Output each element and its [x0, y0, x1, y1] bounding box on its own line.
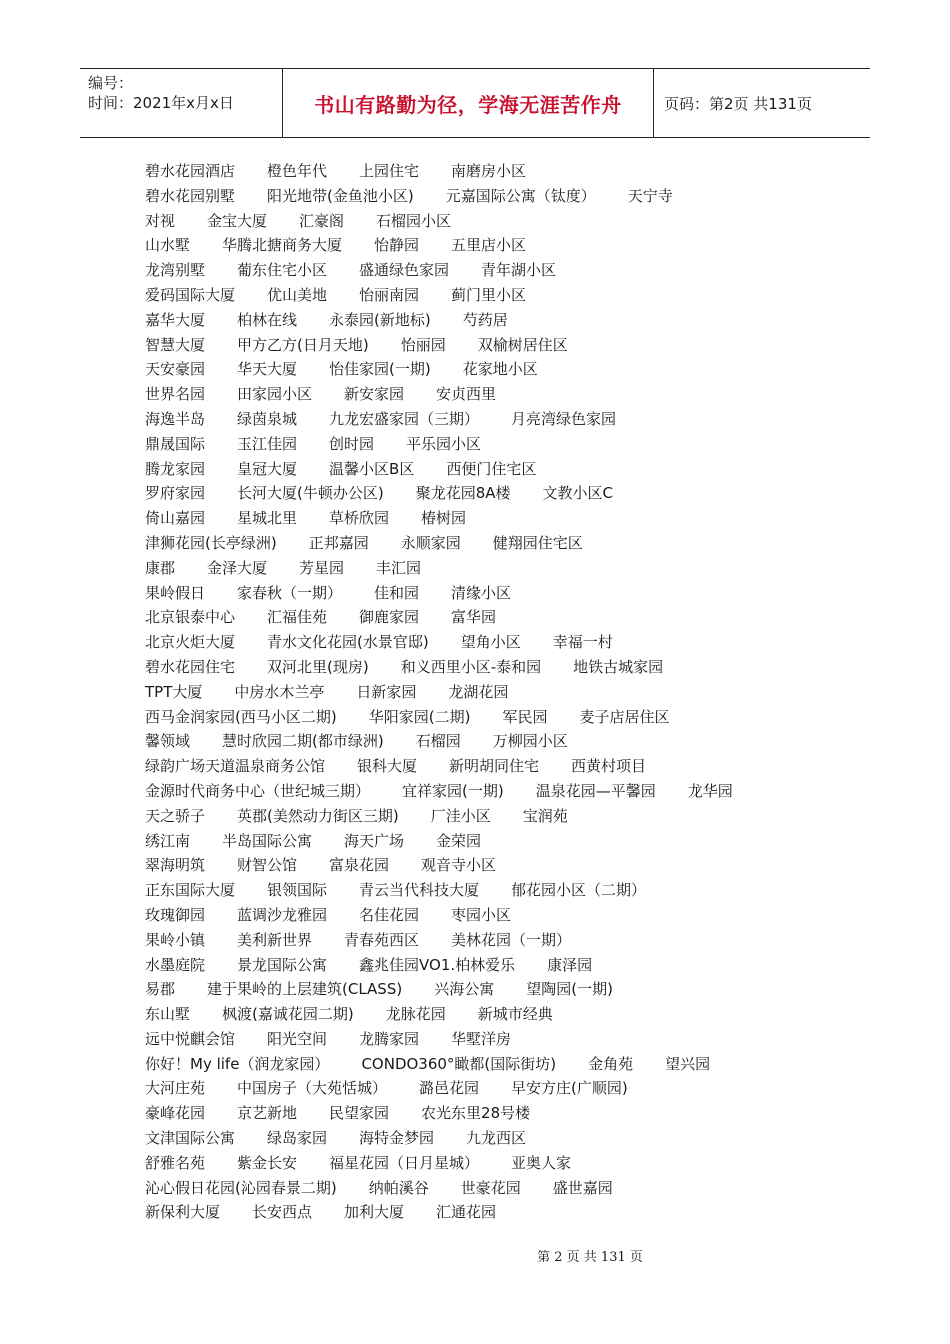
list-line	[145, 333, 865, 358]
list-item: 玫瑰御园	[145, 905, 206, 924]
list-item: 田家园小区	[237, 385, 313, 404]
header-meta	[80, 69, 283, 137]
list-item: 北京火炬大厦	[145, 633, 236, 652]
list-item: 景龙国际公寓	[237, 955, 328, 974]
list-item: 双榆树居住区	[477, 335, 568, 354]
list-item: 日新家园	[356, 682, 417, 701]
list-item: 盛世嘉园	[552, 1178, 613, 1197]
list-line	[145, 729, 865, 754]
list-line	[145, 481, 865, 506]
list-item: 家春秋（一期）	[237, 583, 343, 602]
list-line	[145, 1076, 865, 1101]
list-item: 佳和园	[374, 583, 420, 602]
list-line	[145, 209, 865, 234]
list-item: 阳光地带(金鱼池小区)	[267, 186, 414, 205]
list-line	[145, 630, 865, 655]
list-item: 紫金长安	[237, 1153, 298, 1172]
list-item: 海天广场	[344, 831, 405, 850]
document-date: 时间：2021年x月x日	[88, 94, 234, 112]
list-item: 汇通花园	[436, 1203, 497, 1222]
list-item: 宝润苑	[522, 806, 568, 825]
list-line	[145, 457, 865, 482]
list-line	[145, 382, 865, 407]
list-item: 创时园	[329, 434, 375, 453]
list-line	[145, 233, 865, 258]
list-item: 军民园	[502, 707, 548, 726]
list-item: 龙腾家园	[359, 1029, 420, 1048]
list-item: 玉江佳园	[237, 434, 298, 453]
list-line	[145, 829, 865, 854]
list-item: 沁心假日花园(沁园春景二期)	[145, 1178, 337, 1197]
list-item: 鼎晟国际	[145, 434, 206, 453]
list-item: 观音寺小区	[421, 856, 497, 875]
list-item: 北京银泰中心	[145, 608, 236, 627]
list-line	[145, 258, 865, 283]
list-line	[145, 432, 865, 457]
list-item: 华腾北搪商务大厦	[222, 236, 343, 255]
list-line	[145, 977, 865, 1002]
list-item: 蓝调沙龙雅园	[237, 905, 328, 924]
list-item: 御鹿家园	[359, 608, 420, 627]
list-item: 地铁古城家园	[573, 657, 664, 676]
list-item: 海特金梦园	[359, 1129, 435, 1148]
list-item: 鑫兆佳园VO1.柏林爱乐	[359, 955, 516, 974]
list-item: 豪峰花园	[145, 1104, 206, 1123]
list-item: 文教小区C	[542, 484, 614, 503]
list-line	[145, 953, 865, 978]
list-line	[145, 605, 865, 630]
list-item: 华阳家园(二期)	[368, 707, 471, 726]
list-line	[145, 1200, 865, 1225]
list-line	[145, 1027, 865, 1052]
list-item: 金源时代商务中心（世纪城三期）	[145, 781, 371, 800]
list-item: 华墅洋房	[451, 1029, 512, 1048]
list-item: 青春苑西区	[344, 930, 420, 949]
list-item: 宜祥家园(一期)	[402, 781, 504, 800]
list-item: 新城市经典	[477, 1005, 553, 1024]
list-line	[145, 506, 865, 531]
list-line	[145, 804, 865, 829]
list-item: 天宁寺	[627, 186, 673, 205]
list-item: 怡丽园	[400, 335, 446, 354]
list-item: 永泰园(新地标)	[329, 310, 431, 329]
header-page-info: 页码：第2页 共131页	[664, 94, 812, 113]
list-item: 万柳园小区	[492, 732, 568, 751]
list-item: 康郡	[145, 558, 176, 577]
list-item: 枣园小区	[451, 905, 512, 924]
list-item: 山水墅	[145, 236, 191, 255]
list-item: 石榴园	[415, 732, 461, 751]
list-item: 龙华园	[687, 781, 733, 800]
list-item: 爱码国际大厦	[145, 285, 236, 304]
list-line	[145, 1101, 865, 1126]
list-item: 世豪花园	[460, 1178, 521, 1197]
list-line	[145, 853, 865, 878]
list-line	[145, 581, 865, 606]
list-line	[145, 184, 865, 209]
list-item: 你好！My life（润龙家园）	[145, 1054, 330, 1073]
list-item: 龙脉花园	[385, 1005, 446, 1024]
list-item: 银科大厦	[357, 757, 418, 776]
list-item: 长安西点	[252, 1203, 313, 1222]
list-item: 美利新世界	[237, 930, 313, 949]
list-item: 水墨庭院	[145, 955, 206, 974]
list-item: 中国房子（大苑恬城）	[237, 1079, 388, 1098]
header-motto: 书山有路勤为径，学海无涯苦作舟	[314, 92, 622, 117]
list-item: 西便门住宅区	[446, 459, 537, 478]
list-item: 葡东住宅小区	[237, 261, 328, 280]
list-item: 青水文化花园(水景官邸)	[267, 633, 429, 652]
list-item: 美林花园（一期）	[451, 930, 572, 949]
list-item: 元嘉国际公寓（钛度）	[445, 186, 596, 205]
list-item: 天之骄子	[145, 806, 206, 825]
list-line	[145, 928, 865, 953]
list-item: 甲方乙方(日月天地)	[237, 335, 369, 354]
list-item: 新保利大厦	[145, 1203, 221, 1222]
list-item: 麦子店居住区	[579, 707, 670, 726]
list-item: 橙色年代	[267, 162, 328, 180]
list-item: 温馨小区B区	[329, 459, 415, 478]
list-line	[145, 878, 865, 903]
list-line	[145, 407, 865, 432]
list-item: 果岭假日	[145, 583, 206, 602]
list-item: 世界名园	[145, 385, 206, 404]
list-line	[145, 308, 865, 333]
list-line	[145, 1151, 865, 1176]
list-item: 英郡(美然动力街区三期)	[237, 806, 399, 825]
list-line	[145, 1002, 865, 1027]
list-item: 望角小区	[460, 633, 521, 652]
list-item: 对视	[145, 211, 176, 230]
list-item: 石榴园小区	[376, 211, 452, 230]
list-item: 津狮花园(长亭绿洲)	[145, 533, 277, 552]
list-item: 和义西里小区-泰和园	[400, 657, 542, 676]
list-item: 绿茵泉城	[237, 409, 298, 428]
list-item: 汇豪阁	[299, 211, 345, 230]
list-item: 幸福一村	[552, 633, 613, 652]
list-item: 芍药居	[462, 310, 508, 329]
list-item: 清缘小区	[451, 583, 512, 602]
list-item: 优山美地	[267, 285, 328, 304]
list-item: 西黄村项目	[571, 757, 647, 776]
list-item: 财智公馆	[237, 856, 298, 875]
list-item: 半岛国际公寓	[222, 831, 313, 850]
list-item: 上园住宅	[359, 162, 420, 180]
list-item: 星城北里	[237, 509, 298, 528]
list-item: 望兴园	[665, 1054, 711, 1073]
list-item: CONDO360°瞰都(国际街坊)	[361, 1054, 557, 1073]
list-item: 金泽大厦	[207, 558, 268, 577]
header-motto-cell	[283, 69, 654, 137]
list-item: 海逸半岛	[145, 409, 206, 428]
list-item: 平乐园小区	[406, 434, 482, 453]
list-item: 碧水花园别墅	[145, 186, 236, 205]
list-item: 花家地小区	[462, 360, 538, 379]
list-item: 汇福佳苑	[267, 608, 328, 627]
list-item: 月亮湾绿色家园	[511, 409, 617, 428]
list-line	[145, 680, 865, 705]
list-line	[145, 531, 865, 556]
list-item: 皇冠大厦	[237, 459, 298, 478]
list-line	[145, 159, 865, 184]
list-item: 怡佳家园(一期)	[329, 360, 431, 379]
list-item: 九龙宏盛家园（三期）	[329, 409, 480, 428]
list-item: 绣江南	[145, 831, 191, 850]
list-item: 天安豪园	[145, 360, 206, 379]
list-item: 九龙西区	[466, 1129, 527, 1148]
list-item: 厂洼小区	[430, 806, 491, 825]
list-item: 罗府家园	[145, 484, 206, 503]
list-line	[145, 1176, 865, 1201]
list-item: 健翔园住宅区	[492, 533, 583, 552]
list-item: 盛通绿色家园	[359, 261, 450, 280]
list-item: 草桥欣园	[329, 509, 390, 528]
list-item: 农光东里28号楼	[421, 1104, 531, 1123]
list-item: 亚奥人家	[511, 1153, 572, 1172]
page-header	[80, 68, 870, 138]
residence-list	[145, 159, 865, 1225]
list-item: 慧时欣园二期(都市绿洲)	[222, 732, 384, 751]
list-item: 兴海公寓	[434, 980, 495, 999]
list-item: 东山墅	[145, 1005, 191, 1024]
list-item: 富华园	[451, 608, 497, 627]
list-line	[145, 903, 865, 928]
list-item: 舒雅名苑	[145, 1153, 206, 1172]
list-item: 新安家园	[344, 385, 405, 404]
list-item: 望陶园(一期)	[526, 980, 613, 999]
list-item: 果岭小镇	[145, 930, 206, 949]
list-item: 聚龙花园8A楼	[415, 484, 511, 503]
list-item: TPT大厦	[145, 682, 203, 701]
list-item: 青年湖小区	[481, 261, 557, 280]
list-item: 绿韵广场天道温泉商务公馆	[145, 757, 326, 776]
list-line	[145, 655, 865, 680]
list-item: 嘉华大厦	[145, 310, 206, 329]
list-item: 芳星园	[299, 558, 345, 577]
list-item: 纳帕溪谷	[368, 1178, 429, 1197]
list-line	[145, 283, 865, 308]
list-item: 潞邑花园	[419, 1079, 480, 1098]
list-item: 中房水木兰亭	[234, 682, 325, 701]
list-line	[145, 705, 865, 730]
list-item: 双河北里(现房)	[267, 657, 369, 676]
list-line	[145, 1126, 865, 1151]
list-item: 安贞西里	[436, 385, 497, 404]
list-item: 加利大厦	[344, 1203, 405, 1222]
list-item: 大河庄苑	[145, 1079, 206, 1098]
list-item: 福星花园（日月星城）	[329, 1153, 480, 1172]
list-item: 怡丽南园	[359, 285, 420, 304]
list-item: 金角苑	[588, 1054, 634, 1073]
list-line	[145, 779, 865, 804]
list-item: 远中悦麒会馆	[145, 1029, 236, 1048]
list-line	[145, 357, 865, 382]
list-item: 民望家园	[329, 1104, 390, 1123]
list-item: 枫渡(嘉诚花园二期)	[222, 1005, 354, 1024]
list-item: 新明胡同住宅	[449, 757, 540, 776]
list-item: 西马金润家园(西马小区二期)	[145, 707, 337, 726]
list-item: 蓟门里小区	[451, 285, 527, 304]
list-item: 永顺家园	[400, 533, 461, 552]
list-item: 康泽园	[547, 955, 593, 974]
list-item: 名佳花园	[359, 905, 420, 924]
list-line	[145, 1052, 865, 1077]
list-item: 郁花园小区（二期）	[511, 881, 647, 900]
list-item: 京艺新地	[237, 1104, 298, 1123]
list-item: 建于果岭的上层建筑(CLASS)	[207, 980, 403, 999]
list-item: 馨领域	[145, 732, 191, 751]
list-item: 柏林在线	[237, 310, 298, 329]
list-item: 银领国际	[267, 881, 328, 900]
list-item: 怡静园	[374, 236, 420, 255]
list-item: 椿树园	[421, 509, 467, 528]
list-item: 阳光空间	[267, 1029, 328, 1048]
list-item: 文津国际公寓	[145, 1129, 236, 1148]
list-item: 翠海明筑	[145, 856, 206, 875]
page-footer: 第 2 页 共 131 页	[537, 1250, 643, 1265]
list-item: 腾龙家园	[145, 459, 206, 478]
list-item: 南磨房小区	[451, 162, 527, 180]
list-item: 五里店小区	[451, 236, 527, 255]
list-item: 温泉花园—平馨园	[535, 781, 656, 800]
list-item: 早安方庄(广顺园)	[511, 1079, 628, 1098]
list-item: 华天大厦	[237, 360, 298, 379]
list-item: 碧水花园酒店	[145, 162, 236, 180]
list-item: 青云当代科技大厦	[359, 881, 480, 900]
list-item: 龙湾别墅	[145, 261, 206, 280]
list-line	[145, 754, 865, 779]
list-item: 碧水花园住宅	[145, 657, 236, 676]
list-item: 智慧大厦	[145, 335, 206, 354]
list-item: 正邦嘉园	[308, 533, 369, 552]
list-item: 龙湖花园	[448, 682, 509, 701]
list-item: 倚山嘉园	[145, 509, 206, 528]
list-item: 正东国际大厦	[145, 881, 236, 900]
list-item: 长河大厦(牛顿办公区)	[237, 484, 384, 503]
document-number-label: 编号：	[88, 74, 134, 92]
list-line	[145, 556, 865, 581]
list-item: 绿岛家园	[267, 1129, 328, 1148]
list-item: 丰汇园	[376, 558, 422, 577]
list-item: 易郡	[145, 980, 176, 999]
list-item: 富泉花园	[329, 856, 390, 875]
list-item: 金荣园	[436, 831, 482, 850]
list-item: 金宝大厦	[207, 211, 268, 230]
